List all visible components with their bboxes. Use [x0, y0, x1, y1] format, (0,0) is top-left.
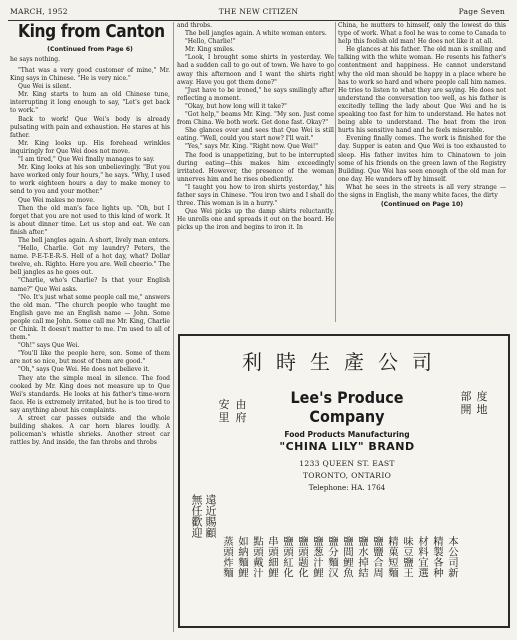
- ad-product-column: 精製各种: [431, 535, 443, 578]
- article-paragraph: and throbs.: [177, 22, 213, 29]
- ad-product-list: [220, 494, 458, 619]
- article-lead: he says nothing.: [10, 56, 61, 63]
- article-paragraph: Mr. King smiles.: [185, 46, 235, 54]
- column-divider: [335, 22, 336, 322]
- article-column-3: [338, 22, 506, 332]
- article-paragraph: The bell jangles again. A short, lively man enters.: [18, 236, 170, 244]
- issue-date: MARCH, 1952: [10, 7, 68, 16]
- ad-company-name: Lee's Produce Company: [290, 388, 404, 426]
- ad-product-column: 鹽水掉結: [356, 535, 368, 578]
- ad-product-column: 如納麵鯉: [236, 535, 248, 578]
- ad-product-column: 本公司新: [446, 535, 458, 578]
- article-paragraph: What he sees in the streets is all very strange — the signs in English, the many white faces, the dirty: [338, 183, 506, 199]
- article-paragraph: Back to work! Que Wei's body is already pulsating with pain and exhaustion. He stares at his father.: [10, 115, 170, 139]
- article-paragraph: "That was a very good customer of mine," Mr. King says in Chinese. "He is very nice.": [10, 67, 170, 83]
- article-paragraph: "No. It's just what some people call me," answers the old man. "The church people who taught me English gave me an English name — John. Some people call me John. Some call me Mr. King, Charlie or Chink. It doesn't matter to me. I'm used to all of them.": [10, 293, 170, 342]
- ad-brand: "CHINA LILY" BRAND: [279, 440, 415, 453]
- article-paragraph: "Okay, but how long will it take?": [185, 102, 287, 110]
- article-column-2: [177, 22, 334, 319]
- ad-product-column: 鹽頭紅化: [281, 535, 293, 578]
- article-paragraph: Que Wei makes no move.: [18, 196, 95, 204]
- ad-product-column: 串頭細鯉: [266, 535, 278, 578]
- article-paragraph: "Look, I brought some shirts in yesterday. We had a sudden call to go out of town. We have to go away this afternoon and I want the shirts right away. Have you got them done?": [177, 54, 334, 86]
- ad-greeting-column: 遠近賜顧: [204, 494, 217, 538]
- article-paragraph: China, he mutters to himself, only the lowest do this type of work. What a fool he was to come to Canada to help this foolish old man! He does not like it at all.: [338, 22, 506, 46]
- article-paragraph: Mr. King looks up. His forehead wrinkles inquiringly for Que Wei does not move.: [10, 139, 170, 155]
- ad-greeting-columns: [190, 494, 217, 538]
- article-paragraph: The food is unappetizing, but to be interrupted during eating—this makes him exceedingly irritated. However, the presence of the woman unnerves him and he rises obediently.: [177, 151, 334, 183]
- header-rule: [8, 20, 509, 21]
- ad-product-column: 鹽間鯉魚: [341, 535, 353, 578]
- ad-vertical-text: 度地: [476, 390, 488, 416]
- ad-product-column: 精菓短麵: [386, 535, 398, 578]
- article-paragraph: The bell jangles again. A white woman enters.: [185, 30, 327, 38]
- article-paragraph: A street car passes outside and the whole building shakes. A car horn blares loudly. A policeman's whistle shrieks. Another street car rattles by. And inside, the fan throbs and throbs: [10, 415, 170, 447]
- article-paragraph: Then the old man's face lights up. "Oh, but I forget that you are not used to this kind of work. It is about dinner time. Let us stop and eat. We can finish after.": [10, 204, 170, 236]
- page-header: [0, 7, 517, 19]
- ad-product-column: 材料宜選: [416, 535, 428, 578]
- ad-product-column: 鹽葱汁鯉: [311, 535, 323, 578]
- ad-vertical-text: 安里: [218, 398, 230, 424]
- article-paragraph: "Oh," says Que Wei. He does not believe it.: [18, 366, 150, 374]
- ad-address: 1233 QUEEN ST. EAST: [299, 459, 395, 468]
- article-paragraph: "Got help," beams Mr. King. "My son. Just come from China. We both work. Get done fast. Okay?": [177, 111, 334, 127]
- ad-product-column: 鹽分麵汉: [326, 535, 338, 578]
- ad-greeting-column: 無任歡迎: [190, 494, 203, 538]
- article-paragraph: "Hello, Charlie!": [185, 38, 236, 46]
- ad-english-block: [252, 386, 442, 492]
- ad-telephone: Telephone: HA. 1764: [308, 483, 386, 492]
- ad-product-column: 味豆鹽王: [401, 535, 413, 578]
- ad-chinese-title: 利時生產公司: [242, 350, 446, 374]
- article-paragraph: Mr. King looks at his son unbelievingly. "But you have worked only four hours," he says. "Why, I used to work eighteen hours a day to make money to send to you and your mother.": [10, 164, 170, 196]
- article-column-1: [10, 67, 170, 632]
- ad-product-column: 蒸頭炸麵: [221, 535, 233, 578]
- continued-on-note: (Continued on Page 10): [380, 201, 464, 209]
- article-paragraph: "Charlie, who's Charlie? Is that your English name?" Que Wei asks.: [10, 277, 170, 293]
- ad-product-column: 點頭戴汁: [251, 535, 263, 578]
- article-paragraph: "I taught you how to iron shirts yesterday," his father says in Chinese. "You iron two and I shall do three. This woman is in a hurry.": [177, 183, 334, 208]
- publication-name: THE NEW CITIZEN: [218, 7, 299, 16]
- article-paragraph: Mr. King starts to hum an old Chinese tune, interrupting it long enough to say, "Let's get back to work.": [10, 91, 170, 115]
- article-paragraph: Que Wei picks up the damp shirts reluctantly. He unrolls one and spreads it out on the board. He picks up the iron and begins to iron it. In: [177, 208, 334, 232]
- advertisement-lees-produce: [178, 334, 510, 628]
- article-paragraph: They ate the simple meal in silence. The food cooked by Mr. King does not measure up to Que Wei's standards. He looks at his father's time-worn face. He is extremely irritated, but he is too tired to say anything about his complaints.: [10, 374, 170, 414]
- ad-city: TORONTO, ONTARIO: [302, 471, 392, 480]
- article-paragraph: Que Wei is silent.: [18, 83, 72, 91]
- column-divider: [173, 22, 174, 632]
- article-paragraph: "Yes," says Mr. King. "Right now. Que Wei!": [185, 143, 319, 151]
- ad-subtitle: Food Products Manufacturing: [284, 430, 410, 439]
- ad-product-column: 鹽鹽合周: [371, 535, 383, 578]
- ad-vertical-text: 由府: [235, 398, 247, 424]
- article-paragraph: "Oh!" says Que Wei.: [18, 342, 80, 350]
- continued-from-note: (Continued from Page 6): [47, 46, 133, 53]
- article-title: King from Canton: [18, 22, 165, 42]
- ad-vertical-text: 部開: [460, 390, 472, 416]
- article-paragraph: "You'll like the people here, son. Some of them are not so nice, but most of them are good.": [10, 350, 170, 366]
- article-paragraph: "I am tired," Que Wei finally manages to say.: [18, 156, 155, 164]
- article-paragraph: "Just have to be ironed," he says smilingly after reflecting a moment.: [177, 86, 334, 102]
- article-paragraph: He glances at his father. The old man is smiling and talking with the white woman. He resents his father's contentment and happiness. He cannot understand why the old man should be happy in a place where he has to work so hard and where people call him names. He tries to listen to what they are saying. He does not understand the conversation too well, as his father is excitedly telling the lady about Que Wei and he is speaking too fast for him to understand. He hates not being able to understand. The heat from the iron hurts his sensitive hand and he feels miserable.: [338, 46, 506, 135]
- page-number: Page Seven: [458, 7, 505, 16]
- article-paragraph: She glances over and sees that Que Wei is still eating. "Well, could you start now? I'll wait.": [177, 127, 334, 143]
- article-paragraph: "Hello, Charlie. Got my laundry? Peters, the name. P-E-T-E-R-S. Hell of a hot day, what? Dollar twelve, eh. Righto. Here you are. Well cheerio." The bell jangles as he goes out.: [10, 245, 170, 277]
- ad-product-column: 鹽頭题化: [296, 535, 308, 578]
- article-paragraph: Evening finally comes. The work is finished for the day. Supper is eaten and Que Wei is too exhausted to sleep. His father invites him to Chinatown to join some of his friends on the green lawn of the Registry Building. Que Wei has seen enough of the old man for one day. He wanders off by himself.: [338, 135, 506, 183]
